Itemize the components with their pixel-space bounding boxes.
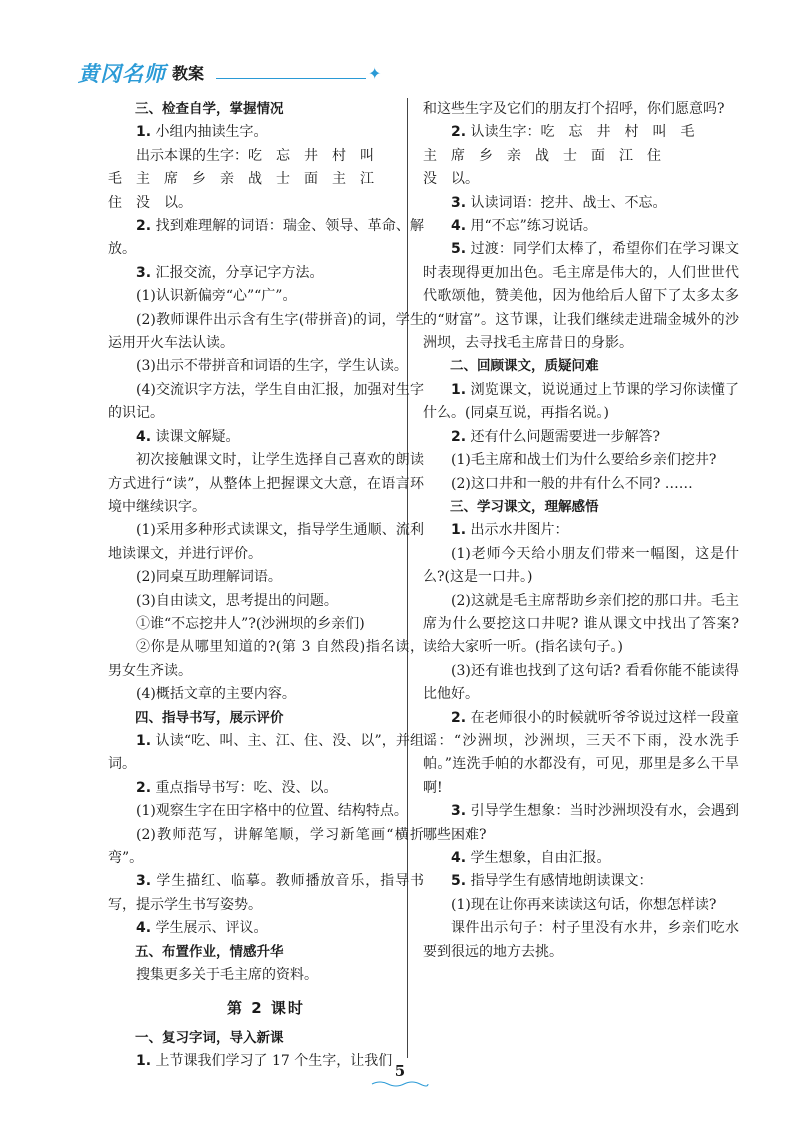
paragraph-text: 没 以。 (423, 171, 479, 188)
paragraph (108, 426, 424, 449)
item-number: 1. (136, 1053, 152, 1070)
paragraph (108, 355, 424, 378)
paragraph-text: (2)这就是毛主席帮助乡亲们挖的那口井。毛主席为什么要挖这口井呢? 谁从课文中找出了答案? 读给大家听一听。(指名读句子。) (423, 592, 739, 656)
paragraph (108, 379, 424, 426)
paragraph (108, 800, 424, 823)
paragraph-text: (3)自由读文，思考提出的问题。 (136, 592, 338, 609)
paragraph-text: 在老师很小的时候就听爷爷说过这样一段童谣：“沙洲坝，沙洲坝，三天不下雨，没水洗手帕。”连洗手帕的水都没有，可见，那里是多么干旱啊! (423, 709, 739, 796)
item-number: 5. (451, 873, 467, 890)
paragraph-text: 浏览课文，说说通过上节课的学习你读懂了什么。(同桌互说，再指名说。) (423, 381, 739, 422)
paragraph (423, 379, 739, 426)
section-heading (423, 496, 739, 519)
heading-text: 五、布置作业，情感升华 (135, 943, 284, 960)
section-heading (108, 941, 424, 964)
paragraph-text: 引导学生想象：当时沙洲坝没有水，会遇到哪些困难? (423, 803, 739, 843)
item-number: 5. (451, 241, 467, 258)
paragraph (108, 777, 424, 800)
paragraph-text: 学生想象，自由汇报。 (466, 850, 611, 866)
paragraph (423, 847, 739, 870)
paragraph-text: 还有什么问题需要进一步解答? (466, 428, 661, 445)
paragraph (423, 192, 739, 215)
paragraph (423, 145, 739, 168)
paragraph (423, 215, 739, 238)
item-number: 1. (136, 124, 152, 141)
paragraph-text: (1)采用多种形式读课文，指导学生通顺、流利地读课文，并进行评价。 (108, 522, 424, 562)
paragraph (108, 285, 424, 308)
paragraph-text: 毛 主 席 乡 亲 战 士 面 主 江 (108, 171, 374, 188)
paragraph-text: 搜集更多关于毛主席的资料。 (136, 967, 318, 984)
paragraph (423, 449, 739, 472)
brand-logo: 黄冈名师 (78, 62, 166, 86)
paragraph (423, 473, 739, 496)
paragraph-text: 和这些生字及它们的朋友打个招呼，你们愿意吗? (423, 101, 725, 117)
paragraph-text: 小组内抽读生字。 (151, 124, 268, 141)
heading-text: 二、回顾课文，质疑问难 (450, 358, 599, 375)
item-number: 2. (451, 124, 467, 141)
paragraph (423, 590, 739, 660)
paragraph (108, 683, 424, 706)
item-number: 2. (136, 779, 152, 796)
paragraph (108, 824, 424, 871)
paragraph (423, 707, 739, 801)
paragraph-text: 认读词语：挖井、战士、不忘。 (466, 194, 667, 211)
item-number: 3. (451, 803, 467, 820)
paragraph-text: ②你是从哪里知道的?(第 3 自然段)指名读，男女生齐读。 (108, 639, 424, 679)
left-column (108, 98, 424, 1074)
paragraph (108, 121, 424, 144)
paragraph-text: 出示本课的生字：吃 忘 井 村 叫 (136, 147, 374, 164)
section-heading (423, 355, 739, 378)
paragraph (108, 870, 424, 917)
paragraph-text: (1)现在让你再来读读这句话，你想怎样读? (451, 896, 717, 913)
paragraph (423, 870, 739, 893)
paragraph-text: 认读生字：吃 忘 井 村 叫 毛 (466, 124, 695, 141)
heading-text: 三、学习课文，理解感悟 (450, 498, 599, 515)
paragraph (423, 800, 739, 847)
paragraph-text: 找到难理解的词语：瑞金、领导、革命、解放。 (108, 218, 424, 258)
paragraph-text: 学生展示、评议。 (151, 920, 268, 937)
paragraph (423, 894, 739, 917)
paragraph (108, 566, 424, 589)
paragraph-text: (3)出示不带拼音和词语的生字，学生认读。 (136, 358, 408, 375)
paragraph (423, 98, 739, 121)
paragraph-text: (4)概括文章的主要内容。 (136, 686, 296, 703)
heading-text: 四、指导书写，展示评价 (135, 709, 284, 726)
item-number: 4. (136, 920, 152, 937)
right-column (423, 98, 739, 964)
paragraph-text: (2)同桌互助理解词语。 (136, 569, 282, 586)
heading-text: 三、检查自学，掌握情况 (135, 101, 284, 117)
paragraph-text: (1)认识新偏旁“心”“广”。 (136, 288, 297, 305)
sparkle-icon: ✦ (368, 64, 382, 83)
paragraph (108, 309, 424, 356)
paragraph (423, 660, 739, 707)
paragraph-text: 初次接触课文时，让学生选择自己喜欢的朗读方式进行“读”，从整体上把握课文大意，在语言环境中继续识字。 (108, 452, 424, 515)
paragraph-text: 学生描红、临摹。教师播放音乐，指导书写，提示学生书写姿势。 (108, 873, 424, 913)
page-footer (0, 1062, 800, 1088)
section-heading (108, 1027, 424, 1050)
paragraph (108, 590, 424, 613)
paragraph (108, 145, 424, 168)
paragraph-text: (2)这口井和一般的井有什么不同? …… (451, 475, 693, 492)
paragraph-text: 认读“吃、叫、主、江、住、没、以”，并组词。 (108, 732, 424, 773)
paragraph-text: 过渡：同学们太棒了，希望你们在学习课文时表现得更加出色。毛主席是伟大的，人们世世代代歌颂他，赞美他，因为他给后人留下了太多太多的“财富”。这节课，让我们继续走进瑞金城外的沙洲坝，去寻找毛主席昔日的身影。 (423, 241, 739, 352)
paragraph-text: 出示水井图片： (466, 522, 569, 539)
section-heading (108, 98, 424, 121)
paragraph-text: 读课文解疑。 (151, 428, 240, 445)
item-number: 4. (451, 218, 467, 235)
paragraph (423, 238, 739, 355)
paragraph-text: 上节课我们学习了 17 个生字，让我们 (151, 1053, 393, 1070)
item-number: 1. (136, 732, 152, 749)
paragraph-text: (2)教师范写，讲解笔顺，学习新笔画“横折弯”。 (108, 826, 424, 866)
paragraph-text: (1)观察生字在田字格中的位置、结构特点。 (136, 803, 408, 820)
wave-ornament-icon (370, 1080, 430, 1088)
header-subtitle: 教案 (172, 64, 205, 83)
paragraph-text: 重点指导书写：吃、没、以。 (151, 779, 338, 796)
item-number: 2. (451, 709, 467, 726)
paragraph (108, 964, 424, 987)
paragraph (108, 192, 424, 215)
paragraph-text: 汇报交流，分享记字方法。 (151, 264, 324, 281)
paragraph (108, 636, 424, 683)
paragraph (108, 262, 424, 285)
item-number: 3. (451, 194, 467, 211)
paragraph (423, 543, 739, 590)
heading-text: 一、复习字词，导入新课 (135, 1029, 284, 1046)
running-header (78, 58, 382, 88)
page-number: 5 (394, 1062, 406, 1080)
item-number: 3. (136, 264, 152, 281)
paragraph-text: 主 席 乡 亲 战 士 面 江 住 (423, 147, 661, 164)
paragraph-text: ①谁“不忘挖井人”?(沙洲坝的乡亲们) (136, 615, 365, 632)
item-number: 1. (451, 522, 467, 539)
paragraph-text: (1)老师今天给小朋友们带来一幅图，这是什么?(这是一口井。) (423, 545, 739, 586)
paragraph (108, 613, 424, 636)
paragraph (423, 121, 739, 144)
paragraph (108, 917, 424, 940)
item-number: 1. (451, 381, 467, 398)
paragraph (423, 168, 739, 191)
item-number: 3. (136, 873, 152, 890)
paragraph-text: 指导学生有感情地朗读课文： (466, 873, 653, 890)
paragraph (423, 519, 739, 542)
item-number: 4. (451, 850, 467, 866)
paragraph-text: 课件出示句子：村子里没有水井，乡亲们吃水要到很远的地方去挑。 (423, 920, 739, 960)
paragraph (108, 449, 424, 519)
header-rule (216, 78, 366, 79)
paragraph-text: (2)教师课件出示含有生字(带拼音)的词，学生运用开火车法认读。 (108, 311, 424, 352)
paragraph-text: (4)交流识字方法，学生自由汇报，加强对生字的识记。 (108, 381, 424, 422)
paragraph-text: 住 没 以。 (108, 194, 192, 211)
paragraph-text: (1)毛主席和战士们为什么要给乡亲们挖井? (451, 452, 717, 469)
paragraph (423, 917, 739, 964)
paragraph (108, 215, 424, 262)
paragraph-text: 用“不忘”练习说话。 (466, 218, 597, 235)
item-number: 2. (136, 218, 152, 235)
paragraph (108, 519, 424, 566)
paragraph (108, 168, 424, 191)
section-heading (108, 707, 424, 730)
paragraph (423, 426, 739, 449)
item-number: 2. (451, 428, 467, 445)
paragraph (108, 730, 424, 777)
item-number: 4. (136, 428, 152, 445)
paragraph-text: (3)还有谁也找到了这句话? 看看你能不能读得比他好。 (423, 662, 739, 703)
lesson-title: 第 2 课时 (227, 999, 305, 1018)
